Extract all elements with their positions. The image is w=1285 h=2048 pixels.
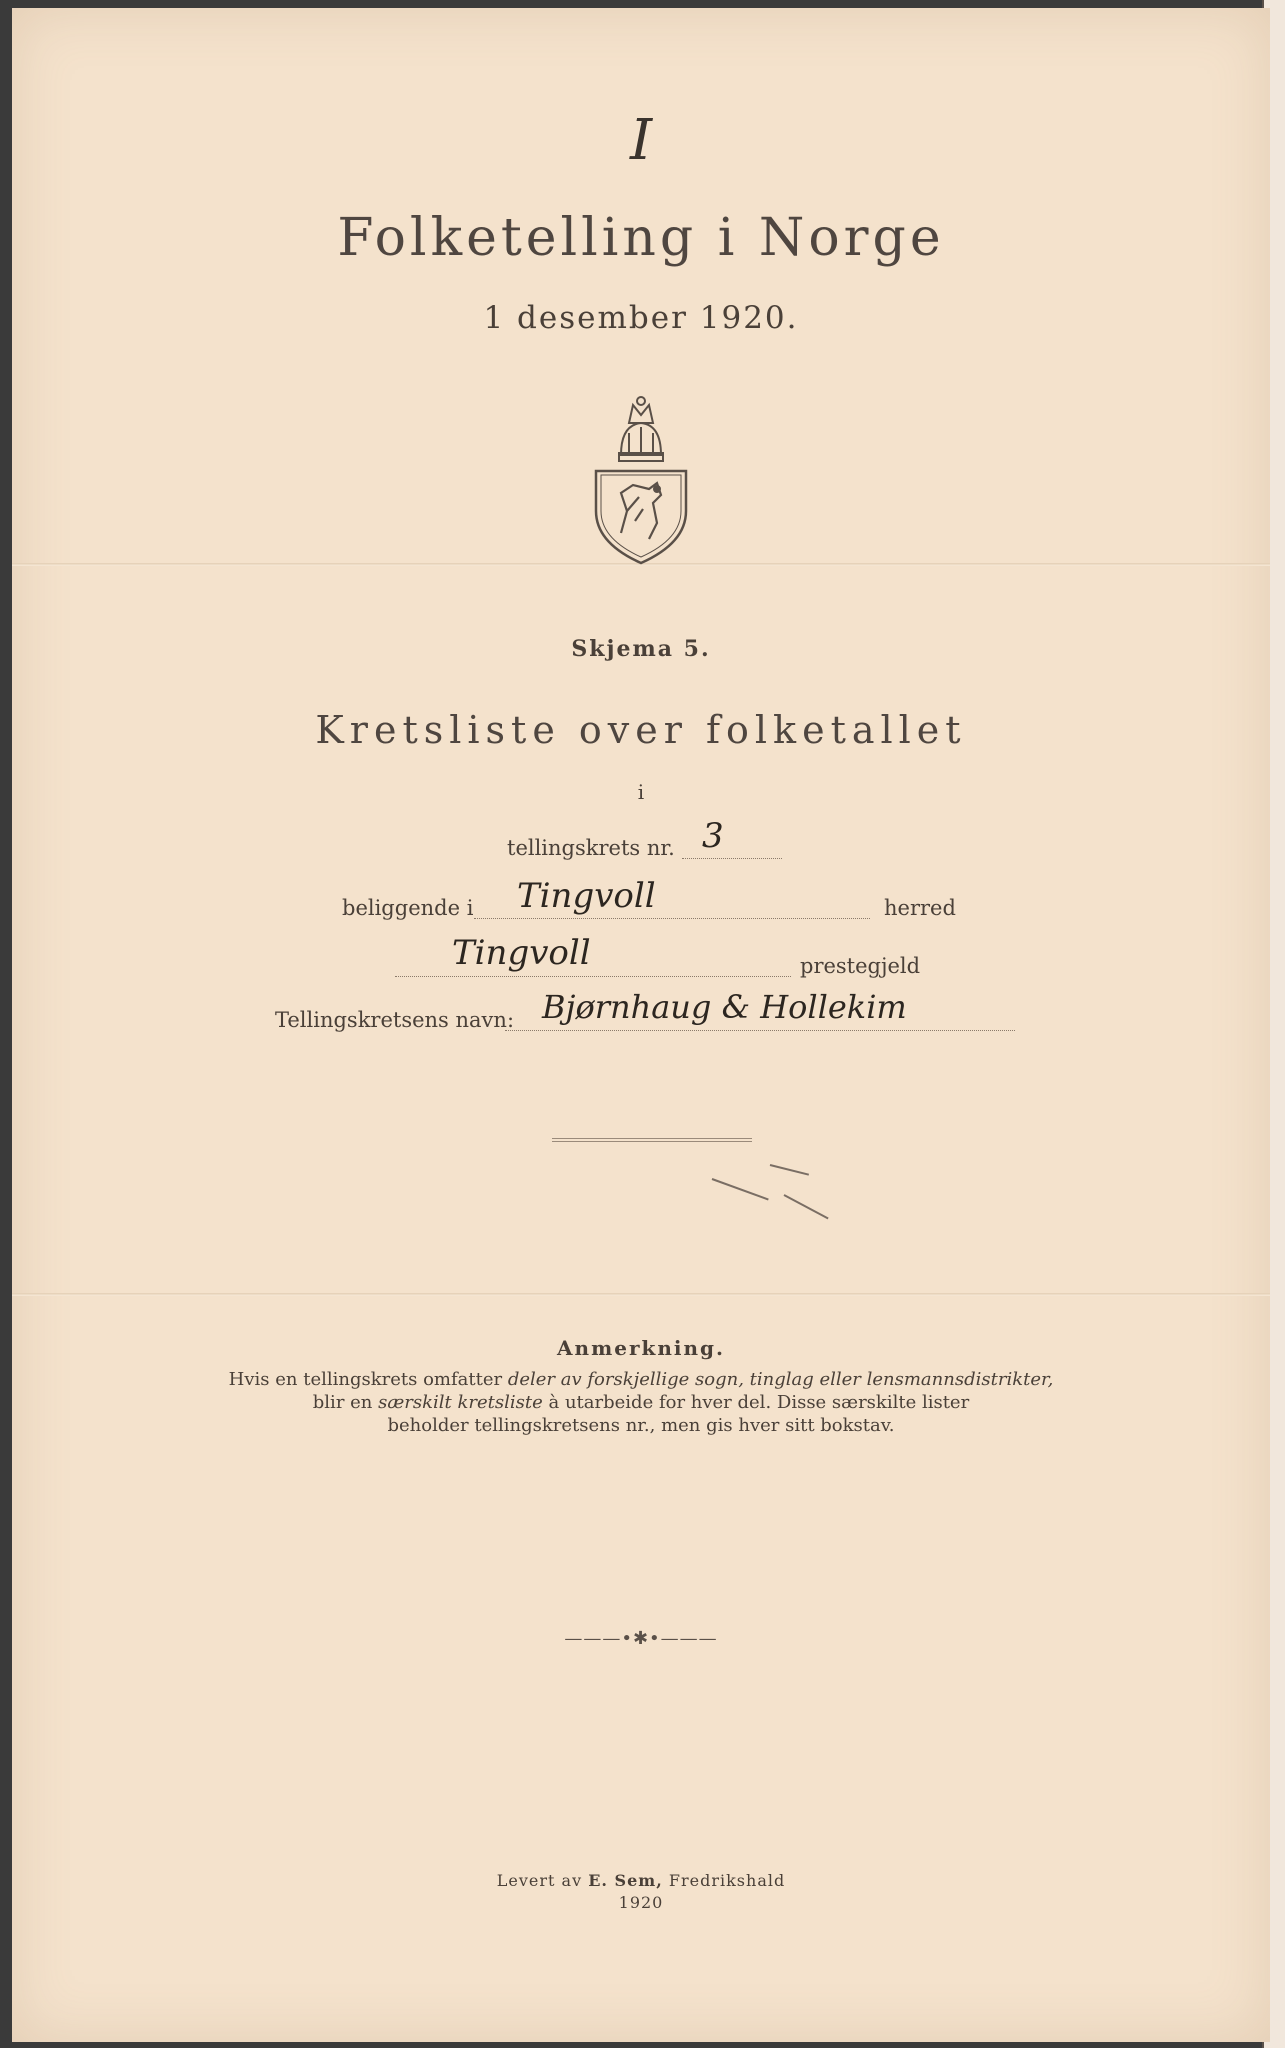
printer-line	[12, 1870, 1270, 1892]
tellingskrets-label: tellingskrets nr.	[507, 836, 675, 860]
note-line-3: beholder tellingskretsens nr., men gis hver sitt bokstav.	[387, 1415, 895, 1436]
section-divider	[552, 1138, 752, 1142]
pencil-mark	[784, 1194, 829, 1219]
note-line-2-text: blir en	[312, 1392, 379, 1413]
note-line-2-emphasis: særskilt kretsliste	[378, 1392, 543, 1413]
printer-imprint	[12, 1870, 1270, 1914]
kretsnavn-value: Bjørnhaug & Hollekim	[542, 988, 907, 1026]
form-heading: Kretsliste over folketallet	[315, 708, 967, 752]
pencil-mark	[770, 1164, 809, 1176]
kretsnavn-label: Tellingskretsens navn:	[275, 1008, 515, 1032]
note-line-1-text: Hvis en tellingskrets omfatter	[228, 1369, 508, 1390]
printer-city: Fredrikshald	[662, 1871, 786, 1890]
note-line-2-rest: à utarbeide for hver del. Disse særskilte lister	[542, 1392, 970, 1413]
note-line-1-emphasis: deler av forskjellige sogn, tinglag eller lensmannsdistrikter,	[507, 1369, 1054, 1390]
page-title: Folketelling i Norge	[337, 208, 945, 268]
coat-of-arms-icon	[591, 393, 691, 568]
note-line-1	[12, 1368, 1270, 1391]
note-line-2	[12, 1391, 1270, 1414]
printer-prefix: Levert av	[496, 1871, 589, 1890]
kretsnavn-field-line	[505, 1030, 1015, 1031]
preposition-i: i	[637, 780, 645, 804]
printer-name: E. Sem,	[588, 1871, 663, 1890]
census-date: 1 desember 1920.	[483, 300, 799, 336]
tellingskrets-number-value: 3	[702, 816, 724, 856]
beliggende-field-line	[474, 918, 870, 919]
schema-number: Skjema 5.	[571, 636, 711, 662]
herred-label: herred	[884, 896, 956, 920]
beliggende-value: Tingvoll	[517, 876, 656, 916]
tellingskrets-field-line	[682, 858, 782, 859]
printer-year: 1920	[618, 1893, 664, 1912]
note-title: Anmerkning.	[557, 1336, 725, 1360]
paper-fold	[12, 1293, 1270, 1296]
ornament-divider: ———•✱•———	[564, 1628, 718, 1649]
note-text	[12, 1368, 1270, 1437]
prestegjeld-value: Tingvoll	[452, 933, 591, 973]
prestegjeld-field-line	[395, 976, 791, 977]
beliggende-label: beliggende i	[342, 896, 474, 920]
census-form-sheet	[12, 8, 1270, 2042]
handwritten-roman-numeral: I	[629, 108, 653, 173]
prestegjeld-label: prestegjeld	[800, 954, 921, 978]
pencil-mark	[712, 1178, 769, 1200]
